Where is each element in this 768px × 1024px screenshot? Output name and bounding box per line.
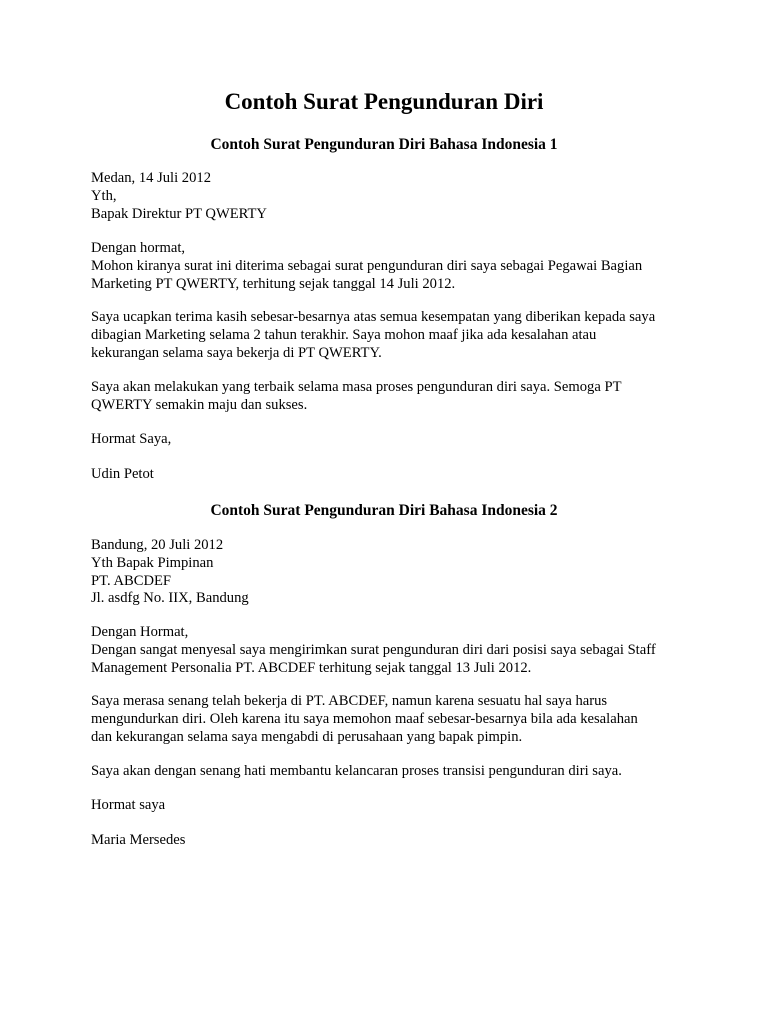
paragraph-line: Saya ucapkan terima kasih sebesar-besarnya atas semua kesempatan yang diberikan kepada saya [91, 309, 656, 325]
letter1-address-block [91, 170, 691, 223]
letter1-closing: Hormat Saya, [91, 431, 172, 447]
paragraph-line: dibagian Marketing selama 2 tahun terakhir. Saya mohon maaf jika ada kesalahan atau [91, 326, 597, 343]
letter1-signature: Udin Petot [91, 466, 154, 482]
letter2-recipient-line: PT. ABCDEF [91, 572, 172, 589]
paragraph-line: Marketing PT QWERTY, terhitung sejak tanggal 14 Juli 2012. [91, 275, 456, 292]
letter2-signature: Maria Mersedes [91, 832, 186, 848]
letter1-recipient-line: Bapak Direktur PT QWERTY [91, 205, 267, 222]
paragraph-line: kekurangan selama saya bekerja di PT QWERTY. [91, 344, 382, 361]
letter1-heading: Contoh Surat Pengunduran Diri Bahasa Indonesia 1 [210, 136, 558, 153]
letter1-paragraph-opening [91, 240, 691, 293]
letter2-heading: Contoh Surat Pengunduran Diri Bahasa Indonesia 2 [210, 502, 558, 519]
letter2-recipient-line: Jl. asdfg No. IIX, Bandung [91, 590, 249, 607]
letter2-address-block [91, 537, 691, 608]
letter1-paragraph-thanks [91, 309, 691, 362]
letter2-greeting: Dengan Hormat, [91, 624, 189, 640]
letter2-paragraph-opening [91, 624, 691, 677]
paragraph-line: QWERTY semakin maju dan sukses. [91, 396, 308, 413]
paragraph-line: dan kekurangan selama saya mengabdi di perusahaan yang bapak pimpin. [91, 728, 523, 745]
page-title: Contoh Surat Pengunduran Diri [224, 89, 544, 114]
letter1-paragraph-closing-remarks [91, 379, 691, 415]
paragraph-line: Saya akan dengan senang hati membantu kelancaran proses transisi pengunduran diri saya. [91, 763, 622, 779]
letter2-recipient-line: Yth Bapak Pimpinan [91, 554, 214, 571]
paragraph-line: Saya merasa senang telah bekerja di PT. ABCDEF, namun karena sesuatu hal saya harus [91, 693, 608, 709]
paragraph-line: Management Personalia PT. ABCDEF terhitung sejak tanggal 13 Juli 2012. [91, 659, 532, 676]
paragraph-line: Saya akan melakukan yang terbaik selama masa proses pengunduran diri saya. Semoga PT [91, 379, 622, 395]
paragraph-line: mengundurkan diri. Oleh karena itu saya memohon maaf sebesar-besarnya bila ada kesalahan [91, 710, 638, 727]
letter1-date-line: Medan, 14 Juli 2012 [91, 170, 211, 186]
paragraph-line: Dengan sangat menyesal saya mengirimkan surat pengunduran diri dari posisi saya sebagai Staff [91, 641, 656, 658]
letter2-date-line: Bandung, 20 Juli 2012 [91, 537, 224, 553]
letter2-paragraph-transition [91, 763, 691, 781]
paragraph-line: Mohon kiranya surat ini diterima sebagai surat pengunduran diri saya sebagai Pegawai Bagian [91, 257, 643, 274]
letter2-closing: Hormat saya [91, 797, 166, 813]
letter2-paragraph-apology [91, 693, 691, 746]
letter1-greeting: Dengan hormat, [91, 240, 186, 256]
letter1-recipient-line: Yth, [91, 187, 117, 204]
